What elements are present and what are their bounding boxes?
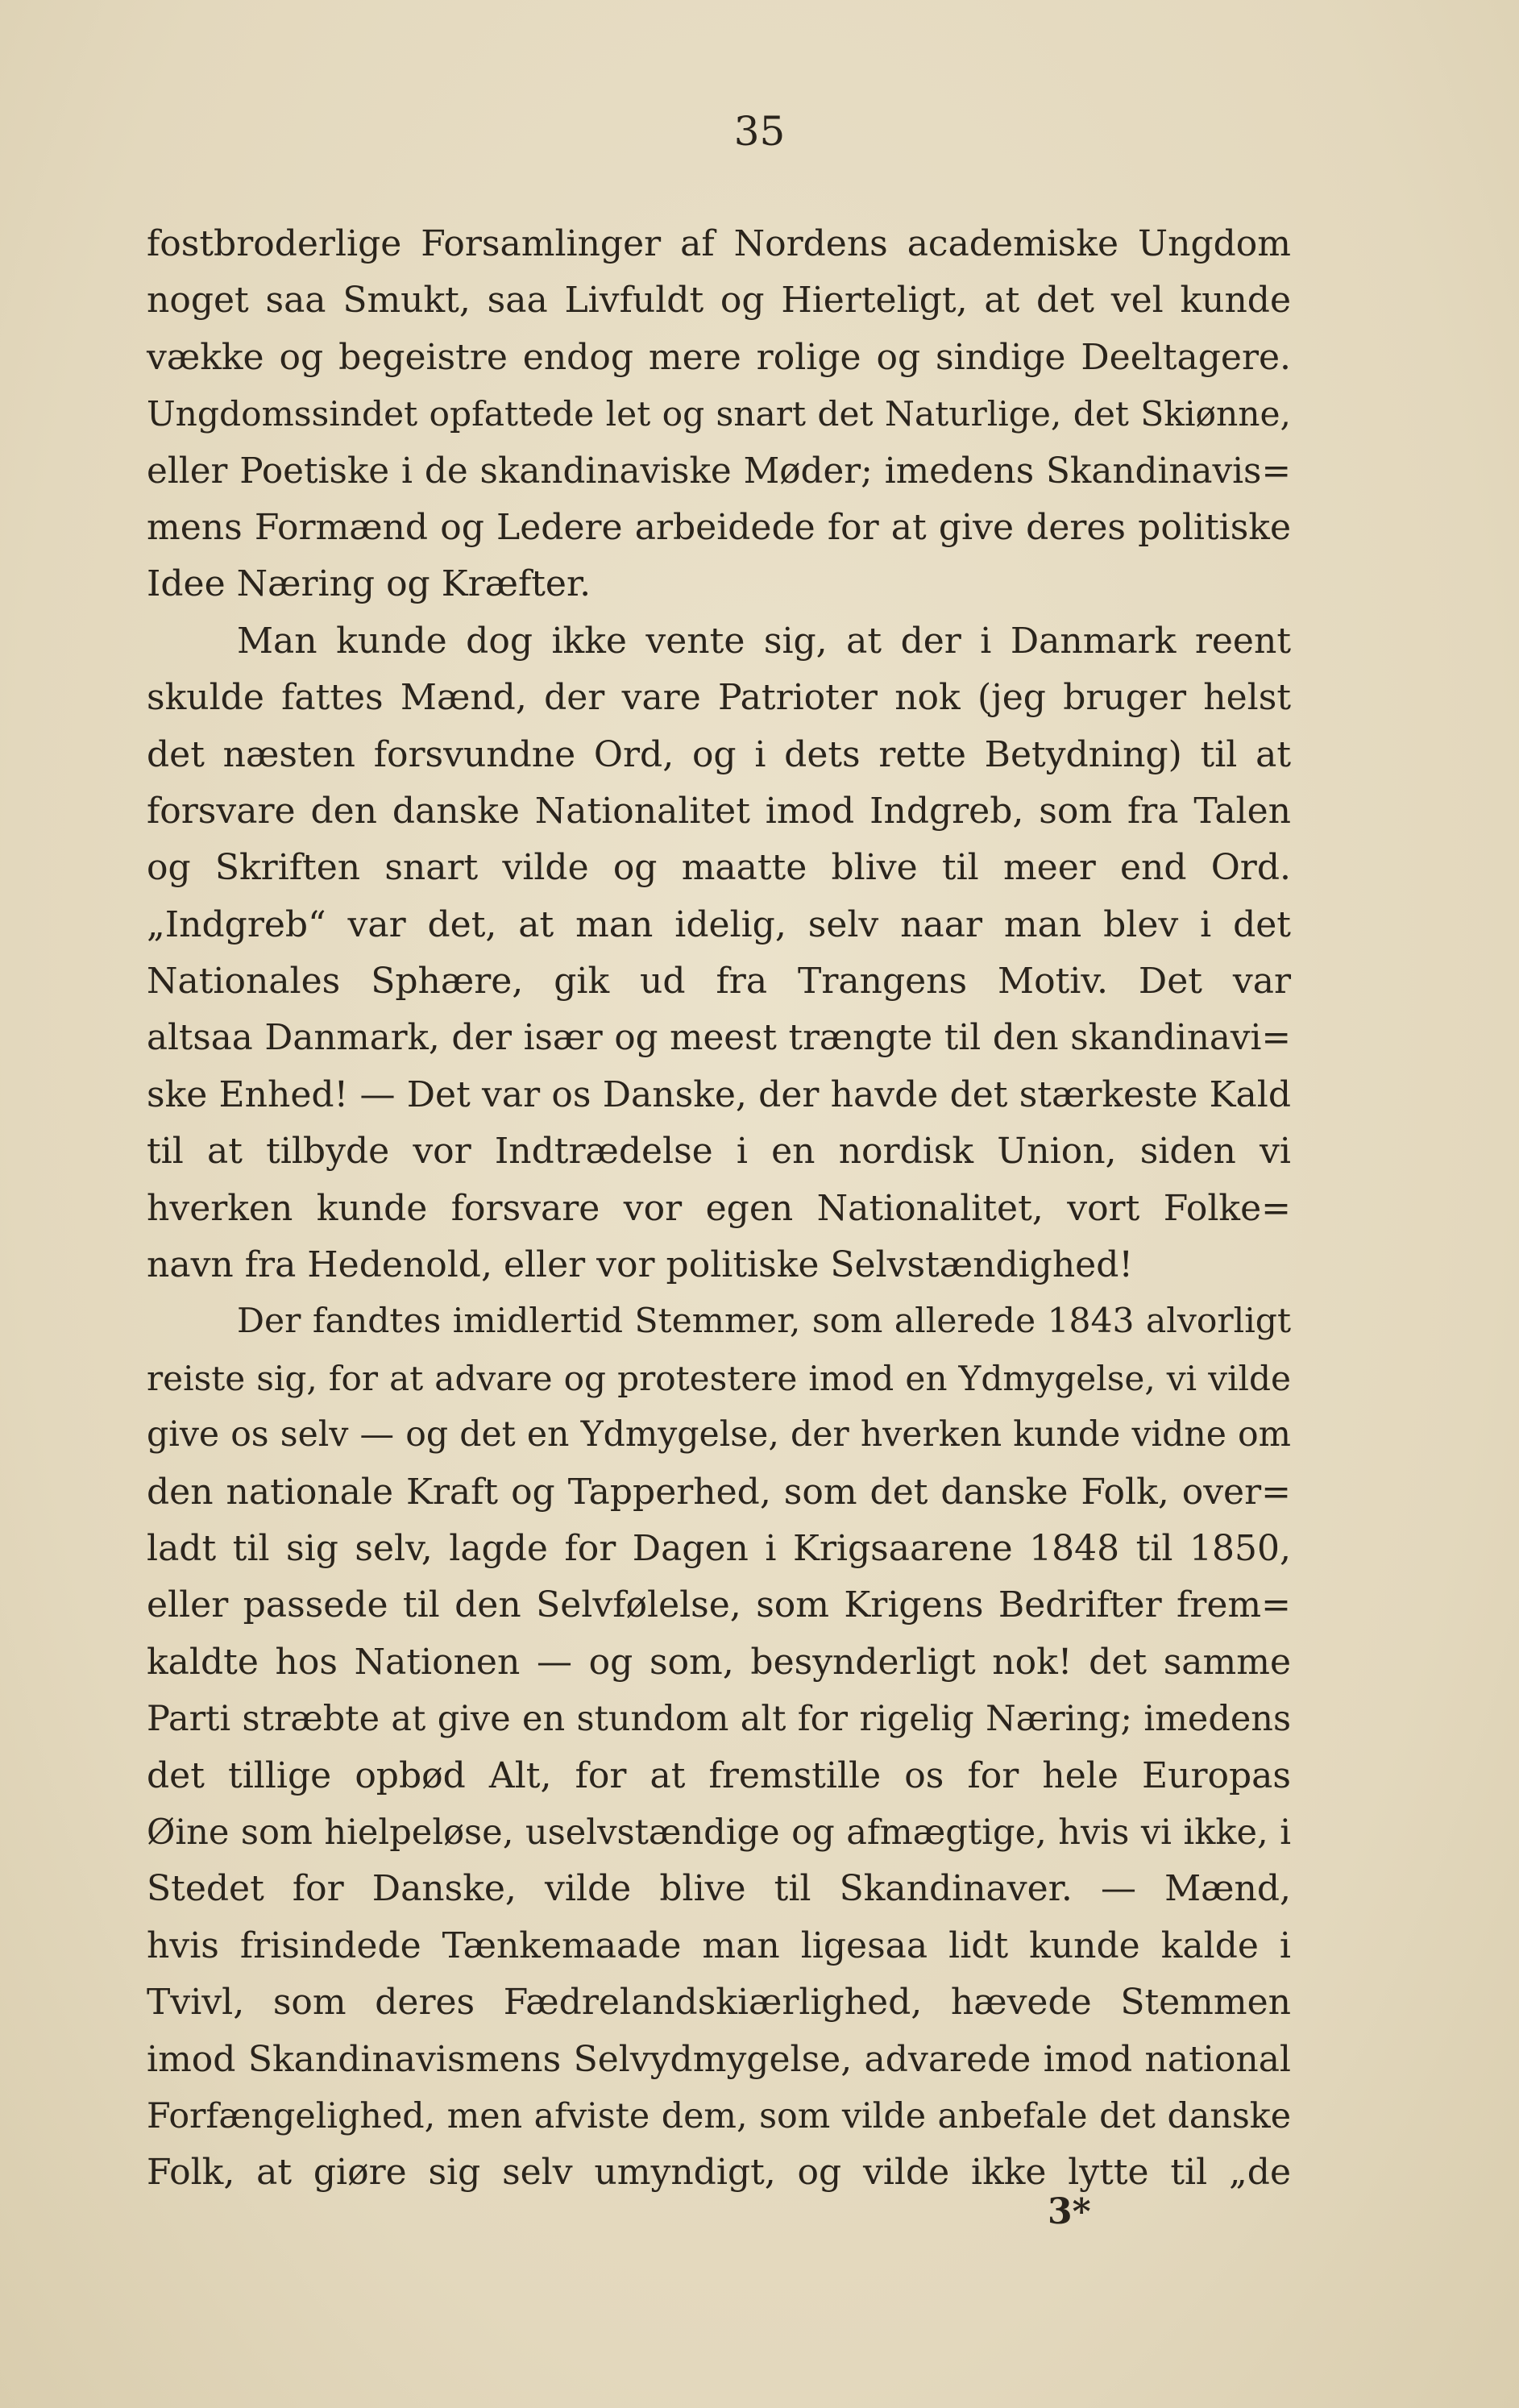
- text-line: det tillige opbød Alt, for at fremstille os for hele Europas: [147, 1754, 1291, 1796]
- text-line: forsvare den danske Nationalitet imod Indgreb, som fra Talen: [147, 790, 1291, 832]
- text-line: og Skriften snart vilde og maatte blive til meer end Ord.: [147, 847, 1291, 889]
- text-line: skulde fattes Mænd, der vare Patrioter nok (jeg bruger helst: [147, 677, 1291, 719]
- text-line: Ungdomssindet opfattede let og snart det Naturlige, det Skiønne,: [147, 394, 1291, 434]
- text-line: Der fandtes imidlertid Stemmer, som allerede 1843 alvorligt: [237, 1302, 1291, 1342]
- text-line: den nationale Kraft og Tapperhed, som det danske Folk, over=: [147, 1471, 1291, 1513]
- text-line: Stedet for Danske, vilde blive til Skandinaver. — Mænd,: [147, 1868, 1291, 1910]
- text-line: Folk, at giøre sig selv umyndigt, og vilde ikke lytte til „de: [147, 2152, 1291, 2194]
- text-line: kaldte hos Nationen — og som, besynderligt nok! det samme: [147, 1641, 1291, 1683]
- text-line: Tvivl, som deres Fædrelandskiærlighed, hævede Stemmen: [147, 1982, 1291, 2024]
- text-line: ladt til sig selv, lagde for Dagen i Krigsaarene 1848 til 1850,: [147, 1527, 1291, 1569]
- text-line: hverken kunde forsvare vor egen Nationalitet, vort Folke=: [147, 1187, 1291, 1229]
- text-line: Forfængelighed, men afviste dem, som vilde anbefale det danske: [147, 2095, 1291, 2136]
- text-line: imod Skandinavismens Selvydmygelse, advarede imod national: [147, 2038, 1291, 2080]
- text-line: fostbroderlige Forsamlinger af Nordens academiske Ungdom: [147, 223, 1291, 264]
- text-line: eller passede til den Selvfølelse, som Krigens Bedrifter frem=: [147, 1584, 1291, 1626]
- text-line: Man kunde dog ikke vente sig, at der i Danmark reent: [237, 620, 1291, 662]
- text-line: give os selv — og det en Ydmygelse, der hverken kunde vidne om: [147, 1415, 1291, 1455]
- text-line: det næsten forsvundne Ord, og i dets rette Betydning) til at: [147, 733, 1291, 775]
- text-line: reiste sig, for at advare og protestere imod en Ydmygelse, vi vilde: [147, 1358, 1291, 1398]
- text-line: Øine som hielpeløse, uselvstændige og afmægtige, hvis vi ikke, i: [147, 1812, 1291, 1853]
- text-line: ske Enhed! — Det var os Danske, der havde det stærkeste Kald: [147, 1073, 1291, 1115]
- text-line: Nationales Sphære, gik ud fra Trangens Motiv. Det var: [147, 961, 1291, 1003]
- signature-mark: 3*: [1048, 2191, 1091, 2232]
- text-line: hvis frisindede Tænkemaade man ligesaa lidt kunde kalde i: [147, 1924, 1291, 1966]
- page-number: 35: [733, 108, 786, 155]
- text-line: mens Formænd og Ledere arbeidede for at give deres politiske: [147, 506, 1291, 548]
- body-text: [147, 216, 1291, 2202]
- text-line: eller Poetiske i de skandinaviske Møder; imedens Skandinavis=: [147, 450, 1291, 492]
- text-line: altsaa Danmark, der især og meest trængte til den skandinavi=: [147, 1018, 1291, 1059]
- text-line: vække og begeistre endog mere rolige og sindige Deeltagere.: [147, 336, 1291, 378]
- text-line: til at tilbyde vor Indtrædelse i en nordisk Union, siden vi: [147, 1131, 1291, 1173]
- text-line: navn fra Hedenold, eller vor politiske Selvstændighed!: [147, 1244, 1134, 1286]
- text-line: Parti stræbte at give en stundom alt for rigelig Næring; imedens: [147, 1699, 1291, 1740]
- text-line: noget saa Smukt, saa Livfuldt og Hierteligt, at det vel kunde: [147, 280, 1291, 322]
- text-line: „Indgreb“ var det, at man idelig, selv naar man blev i det: [147, 903, 1291, 945]
- text-line: Idee Næring og Kræfter.: [147, 563, 591, 605]
